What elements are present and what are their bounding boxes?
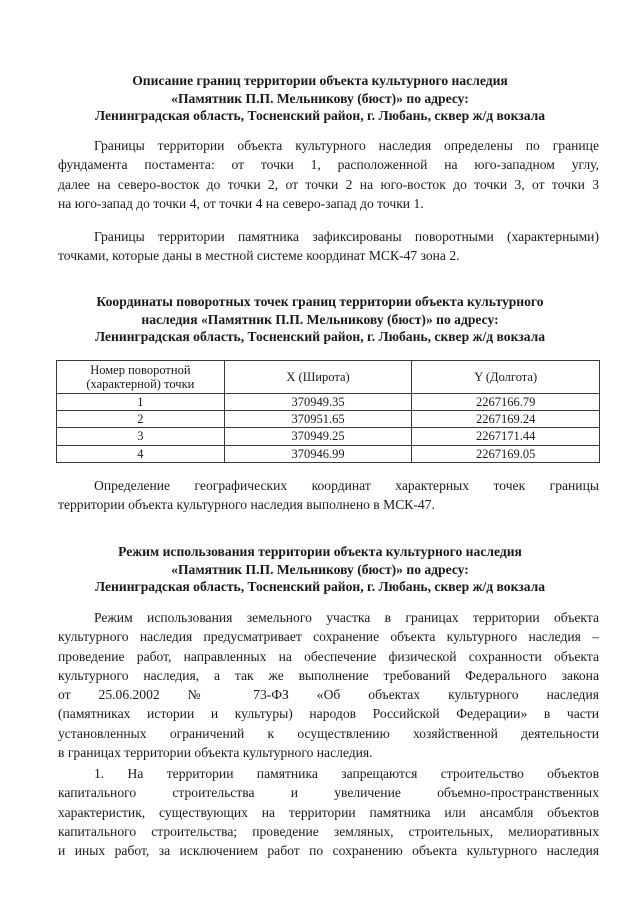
text-line: от 25.06.2002 № 73-ФЗ «Об объектах культурного наследия xyxy=(58,687,599,703)
text-line: 1. На территории памятника запрещаются строительство объектов xyxy=(94,766,599,781)
text-line: территории объекта культурного наследия выполнено в МСК-47. xyxy=(58,497,435,513)
heading-line: наследия «Памятник П.П. Мельникову (бюст)» по адресу: xyxy=(141,311,499,327)
text-line: Границы территории памятника зафиксированы поворотными (характерными) xyxy=(94,229,599,244)
prohibitions-paragraph xyxy=(58,764,599,860)
text-line: культурного наследия предусматривает сохранение объекта культурного наследия – xyxy=(58,629,599,645)
text-line: фундамента постамента: от точки 1, расположенной на юго-западном углу, xyxy=(58,157,599,173)
text-line: в границах территории объекта культурного наследия. xyxy=(58,745,373,761)
column-header-x-latitude: X (Широта) xyxy=(224,361,412,394)
column-header-y-longitude: Y (Долгота) xyxy=(412,361,600,394)
text-line: точками, которые даны в местной системе координат МСК-47 зона 2. xyxy=(58,248,460,264)
heading-line: «Памятник П.П. Мельникову (бюст)» по адресу: xyxy=(171,561,469,577)
text-line: и иных работ, за исключением работ по сохранению объекта культурного наследия xyxy=(58,843,599,859)
section-heading-coordinates xyxy=(40,293,600,346)
column-header-point-number: Номер поворотной (характерной) точки xyxy=(57,361,225,394)
point-number-cell: 3 xyxy=(57,428,225,445)
usage-regime-paragraph xyxy=(58,608,599,762)
text-line: Границы территории объекта культурного наследия определены по границе xyxy=(94,138,599,153)
heading-line: «Памятник П.П. Мельникову (бюст)» по адресу: xyxy=(171,90,469,106)
heading-line: Ленинградская область, Тосненский район, г. Любань, сквер ж/д вокзала xyxy=(94,108,546,123)
x-coordinate-cell: 370949.35 xyxy=(224,394,412,411)
heading-line: Ленинградская область, Тосненский район, г. Любань, сквер ж/д вокзала xyxy=(94,329,546,344)
text-line: далее на северо-восток до точки 2, от точки 2 на юго-восток до точки 3, от точки 3 xyxy=(58,176,599,192)
coordinate-determination-paragraph xyxy=(58,476,599,515)
text-line: Определение географических координат характерных точек границы xyxy=(94,478,599,493)
text-line: капитального строительства и увеличение объемно-пространственных xyxy=(58,785,599,801)
coordinates-table xyxy=(56,360,600,463)
text-line: Режим использования земельного участка в границах территории объекта xyxy=(94,610,599,625)
y-coordinate-cell: 2267171.44 xyxy=(412,428,600,445)
y-coordinate-cell: 2267169.05 xyxy=(412,445,600,462)
heading-line: Режим использования территории объекта культурного наследия xyxy=(118,544,522,559)
point-number-cell: 1 xyxy=(57,394,225,411)
table-row xyxy=(57,428,600,445)
x-coordinate-cell: 370949.25 xyxy=(224,428,412,445)
point-number-cell: 4 xyxy=(57,445,225,462)
text-line: на юго-запад до точки 4, от точки 4 на северо-запад до точки 1. xyxy=(58,195,424,211)
x-coordinate-cell: 370946.99 xyxy=(224,445,412,462)
text-line: характеристик, существующих на территории памятника или ансамбля объектов xyxy=(58,804,599,820)
point-number-cell: 2 xyxy=(57,411,225,428)
table-row xyxy=(57,411,600,428)
table-row xyxy=(57,445,600,462)
y-coordinate-cell: 2267166.79 xyxy=(412,394,600,411)
text-line: капитального строительства; проведение земляных, строительных, мелиоративных xyxy=(58,823,599,839)
coordinate-system-paragraph xyxy=(58,227,599,266)
text-line: проведение работ, направленных на обеспечение физической сохранности объекта xyxy=(58,648,599,664)
section-heading-boundaries xyxy=(40,72,600,125)
text-line: культурного наследия, а так же выполнение требований Федерального закона xyxy=(58,667,599,683)
y-coordinate-cell: 2267169.24 xyxy=(412,411,600,428)
section-heading-usage-regime xyxy=(40,543,600,596)
x-coordinate-cell: 370951.65 xyxy=(224,411,412,428)
text-line: установленных ограничений к осуществлению хозяйственной деятельности xyxy=(58,725,599,741)
heading-line: Описание границ территории объекта культурного наследия xyxy=(132,73,508,88)
heading-line: Координаты поворотных точек границ территории объекта культурного xyxy=(96,294,544,309)
text-line: (памятниках истории и культуры) народов Российской Федерации» в части xyxy=(58,706,599,722)
heading-line: Ленинградская область, Тосненский район, г. Любань, сквер ж/д вокзала xyxy=(94,579,546,594)
boundaries-paragraph xyxy=(58,136,599,213)
table-header-row xyxy=(57,361,600,394)
table-row xyxy=(57,394,600,411)
